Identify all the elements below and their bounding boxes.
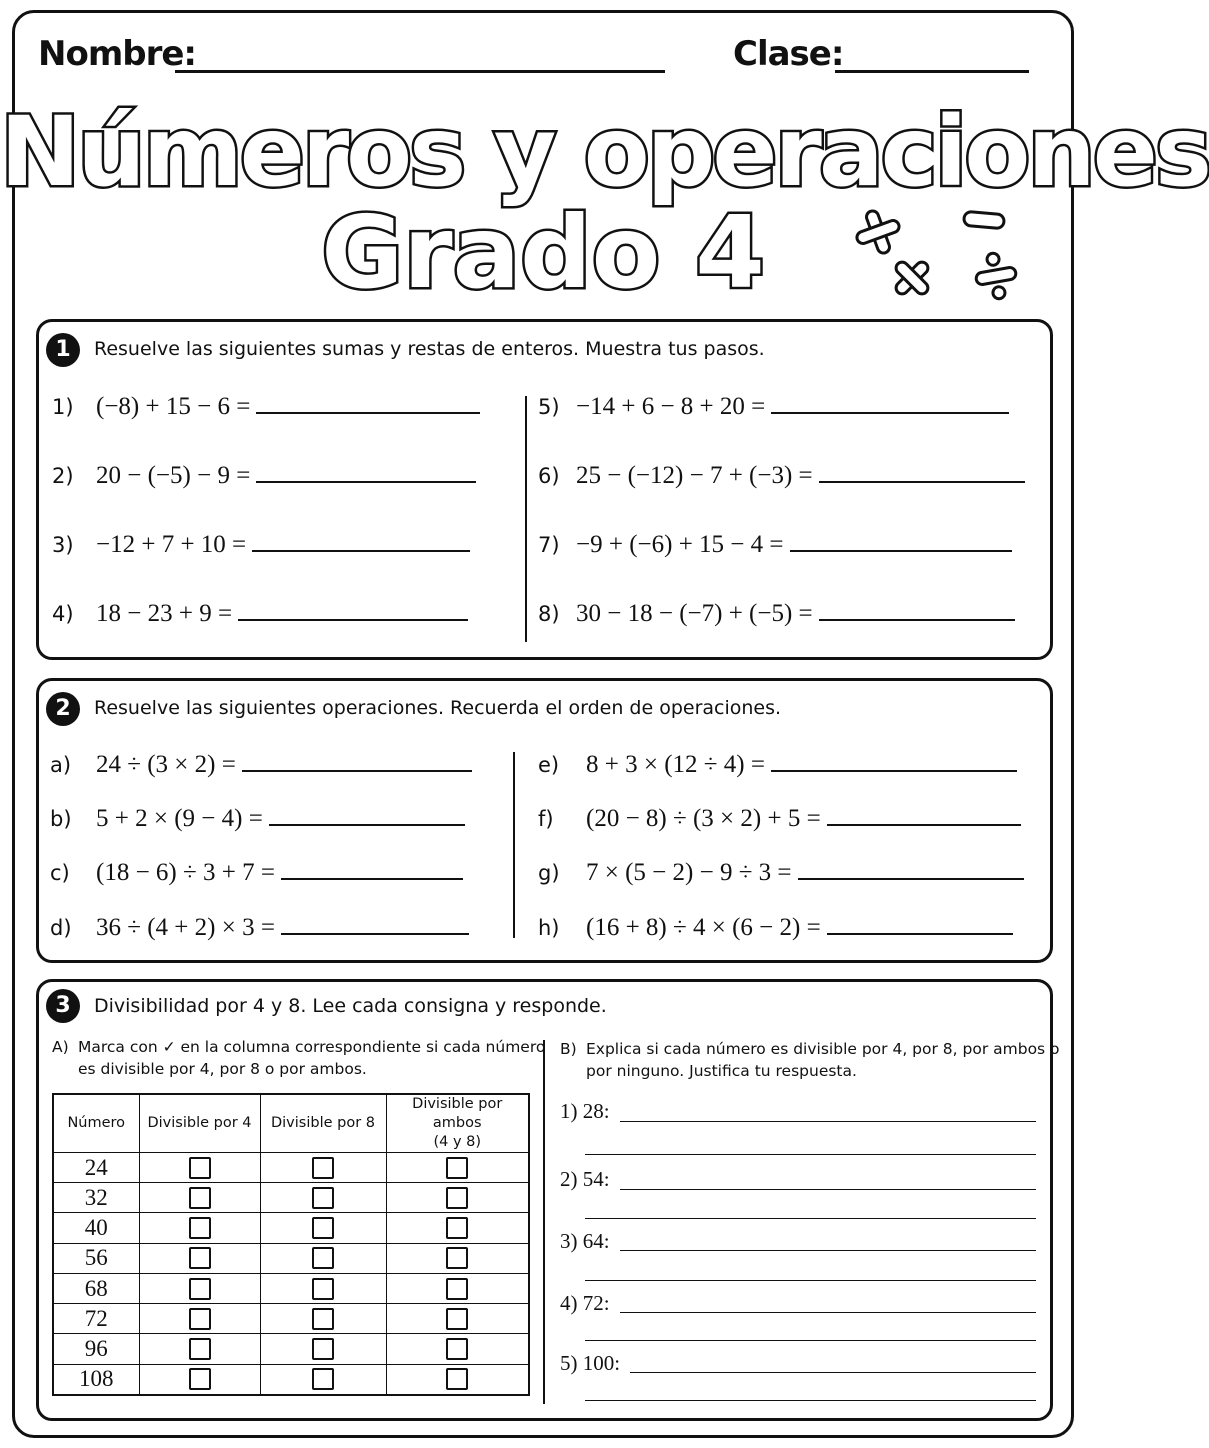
answer-line[interactable] (281, 933, 469, 935)
math-symbols-decoration (846, 206, 1036, 302)
problem-8 (538, 600, 1015, 628)
problem-expression: 18 − 23 + 9 = (96, 600, 233, 627)
part-a-label: A) (52, 1038, 69, 1056)
answer-line[interactable] (281, 878, 463, 880)
section-2-instruction: Resuelve las siguientes operaciones. Recuerda el orden de operaciones. (94, 697, 782, 719)
table-row (53, 1153, 529, 1183)
problem-expression: 8 + 3 × (12 ÷ 4) = (586, 751, 765, 778)
answer-line[interactable] (242, 770, 472, 772)
table-row (53, 1213, 529, 1243)
number-cell: 96 (53, 1334, 139, 1364)
answer-line[interactable] (585, 1280, 1036, 1281)
plus-icon (850, 204, 906, 260)
problem-expression: 24 ÷ (3 × 2) = (96, 751, 236, 778)
checkbox-div-4[interactable] (189, 1368, 211, 1390)
header-div-4: Divisible por 4 (139, 1094, 260, 1153)
problem-7 (538, 531, 1012, 559)
answer-line[interactable] (620, 1189, 1036, 1190)
problem-expression: 20 − (−5) − 9 = (96, 462, 251, 489)
answer-line[interactable] (827, 933, 1013, 935)
problem-number: b) (50, 807, 72, 831)
class-line (835, 70, 1029, 73)
problem-number: c) (50, 861, 70, 885)
problem-g (538, 859, 1024, 887)
section-1-badge: 1 (46, 333, 80, 367)
problem-6 (538, 462, 1025, 490)
answer-line[interactable] (630, 1372, 1036, 1373)
header-number: Número (53, 1094, 139, 1153)
name-label: Nombre: (38, 34, 197, 74)
number-cell: 32 (53, 1183, 139, 1213)
problem-1 (52, 393, 480, 421)
class-label: Clase: (733, 34, 844, 74)
answer-line[interactable] (771, 412, 1009, 414)
table-row (53, 1364, 529, 1395)
question-64: 3) 64: (560, 1229, 610, 1253)
problem-2 (52, 462, 476, 490)
checkbox-div-both[interactable] (446, 1247, 468, 1269)
divide-icon (972, 250, 1019, 302)
checkbox-div-8[interactable] (312, 1278, 334, 1300)
problem-expression: −12 + 7 + 10 = (96, 531, 247, 558)
problem-number: 1) (52, 395, 74, 419)
problem-expression: (20 − 8) ÷ (3 × 2) + 5 = (586, 805, 821, 832)
problem-number: g) (538, 861, 560, 885)
answer-line[interactable] (252, 550, 470, 552)
problem-expression: −9 + (−6) + 15 − 4 = (576, 531, 784, 558)
answer-line[interactable] (585, 1400, 1036, 1401)
problem-number: h) (538, 916, 560, 940)
checkbox-div-both[interactable] (446, 1187, 468, 1209)
section-3-divider (543, 1040, 545, 1404)
section-3-badge: 3 (46, 989, 80, 1023)
number-cell: 108 (53, 1364, 139, 1395)
number-cell: 24 (53, 1153, 139, 1183)
checkbox-div-both[interactable] (446, 1157, 468, 1179)
answer-line[interactable] (238, 619, 468, 621)
problem-number: f) (538, 807, 554, 831)
problem-number: e) (538, 753, 560, 777)
part-a-line-2: es divisible por 4, por 8 o por ambos. (78, 1060, 367, 1078)
section-2-badge: 2 (46, 692, 80, 726)
problem-5 (538, 393, 1009, 421)
problem-4 (52, 600, 468, 628)
checkbox-div-both[interactable] (446, 1338, 468, 1360)
table-row (53, 1243, 529, 1273)
problem-number: 4) (52, 602, 74, 626)
problem-b (50, 805, 465, 833)
problem-expression: (16 + 8) ÷ 4 × (6 − 2) = (586, 914, 821, 941)
problem-number: a) (50, 753, 72, 777)
checkbox-div-4[interactable] (189, 1247, 211, 1269)
problem-number: 8) (538, 602, 560, 626)
problem-e (538, 751, 1017, 779)
section-1-instruction: Resuelve las siguientes sumas y restas de enteros. Muestra tus pasos. (94, 338, 765, 360)
checkbox-div-4[interactable] (189, 1157, 211, 1179)
part-a-instruction (52, 1036, 545, 1080)
section-3-instruction: Divisibilidad por 4 y 8. Lee cada consigna y responde. (94, 995, 607, 1017)
checkbox-div-4[interactable] (189, 1308, 211, 1330)
checkbox-div-8[interactable] (312, 1157, 334, 1179)
problem-number: 2) (52, 464, 74, 488)
section-2-divider (513, 752, 515, 938)
problem-expression: 30 − 18 − (−7) + (−5) = (576, 600, 813, 627)
header-div-both (386, 1094, 529, 1153)
problem-expression: 25 − (−12) − 7 + (−3) = (576, 462, 813, 489)
checkbox-div-both[interactable] (446, 1308, 468, 1330)
question-28: 1) 28: (560, 1099, 610, 1123)
checkbox-div-4[interactable] (189, 1217, 211, 1239)
answer-line[interactable] (585, 1218, 1036, 1219)
times-icon (884, 250, 941, 307)
problem-expression: 36 ÷ (4 + 2) × 3 = (96, 914, 275, 941)
table-row (53, 1183, 529, 1213)
problem-3 (52, 531, 470, 559)
answer-line[interactable] (585, 1154, 1036, 1155)
checkbox-div-both[interactable] (446, 1217, 468, 1239)
question-72: 4) 72: (560, 1291, 610, 1315)
checkbox-div-8[interactable] (312, 1247, 334, 1269)
answer-line[interactable] (620, 1121, 1036, 1122)
part-b-line-2: por ninguno. Justifica tu respuesta. (586, 1062, 857, 1080)
table-row (53, 1273, 529, 1303)
problem-expression: (18 − 6) ÷ 3 + 7 = (96, 859, 275, 886)
header-div-both-line-2: (4 y 8) (433, 1134, 482, 1150)
part-b-instruction (560, 1038, 1060, 1082)
checkbox-div-4[interactable] (189, 1187, 211, 1209)
answer-line[interactable] (256, 481, 476, 483)
checkbox-div-4[interactable] (189, 1278, 211, 1300)
number-cell: 72 (53, 1304, 139, 1334)
number-cell: 40 (53, 1213, 139, 1243)
answer-line[interactable] (819, 481, 1025, 483)
answer-line[interactable] (827, 824, 1021, 826)
problem-d (50, 914, 469, 942)
answer-line[interactable] (269, 824, 465, 826)
problem-number: 5) (538, 395, 560, 419)
minus-icon (963, 211, 1004, 228)
divisibility-table (52, 1093, 530, 1396)
problem-h (538, 914, 1013, 942)
problem-expression: −14 + 6 − 8 + 20 = (576, 393, 766, 420)
table-header-row (53, 1094, 529, 1153)
problem-expression: 7 × (5 − 2) − 9 ÷ 3 = (586, 859, 792, 886)
checkbox-div-both[interactable] (446, 1368, 468, 1390)
problem-number: 3) (52, 533, 74, 557)
page-subtitle: Grado 4 (321, 194, 765, 311)
table-row (53, 1304, 529, 1334)
part-b-label: B) (560, 1040, 577, 1058)
question-100: 5) 100: (560, 1351, 621, 1375)
problem-number: 7) (538, 533, 560, 557)
number-cell: 68 (53, 1273, 139, 1303)
checkbox-div-8[interactable] (312, 1338, 334, 1360)
answer-line[interactable] (771, 770, 1017, 772)
section-1-divider (525, 396, 527, 642)
problem-expression: (−8) + 15 − 6 = (96, 393, 251, 420)
checkbox-div-8[interactable] (312, 1187, 334, 1209)
problem-a (50, 751, 472, 779)
answer-line[interactable] (798, 878, 1024, 880)
checkbox-div-8[interactable] (312, 1368, 334, 1390)
header-div-both-line-1: Divisible por ambos (412, 1096, 503, 1131)
part-b-line-1: Explica si cada número es divisible por 4, por 8, por ambos o (586, 1040, 1060, 1058)
answer-line[interactable] (585, 1340, 1036, 1341)
answer-line[interactable] (819, 619, 1015, 621)
problem-number: 6) (538, 464, 560, 488)
checkbox-div-both[interactable] (446, 1278, 468, 1300)
answer-line[interactable] (256, 412, 480, 414)
part-a-line-1: Marca con ✓ en la columna correspondiente si cada número (78, 1038, 546, 1056)
table-row (53, 1334, 529, 1364)
page-title: Números y operaciones (0, 96, 1209, 208)
name-line (175, 70, 665, 73)
checkbox-div-8[interactable] (312, 1308, 334, 1330)
problem-expression: 5 + 2 × (9 − 4) = (96, 805, 263, 832)
number-cell: 56 (53, 1243, 139, 1273)
problem-number: d) (50, 916, 72, 940)
question-54: 2) 54: (560, 1167, 610, 1191)
answer-line[interactable] (620, 1250, 1036, 1251)
header-div-8: Divisible por 8 (260, 1094, 386, 1153)
problem-c (50, 859, 463, 887)
checkbox-div-8[interactable] (312, 1217, 334, 1239)
answer-line[interactable] (790, 550, 1012, 552)
problem-f (538, 805, 1021, 833)
answer-line[interactable] (620, 1312, 1036, 1313)
checkbox-div-4[interactable] (189, 1338, 211, 1360)
